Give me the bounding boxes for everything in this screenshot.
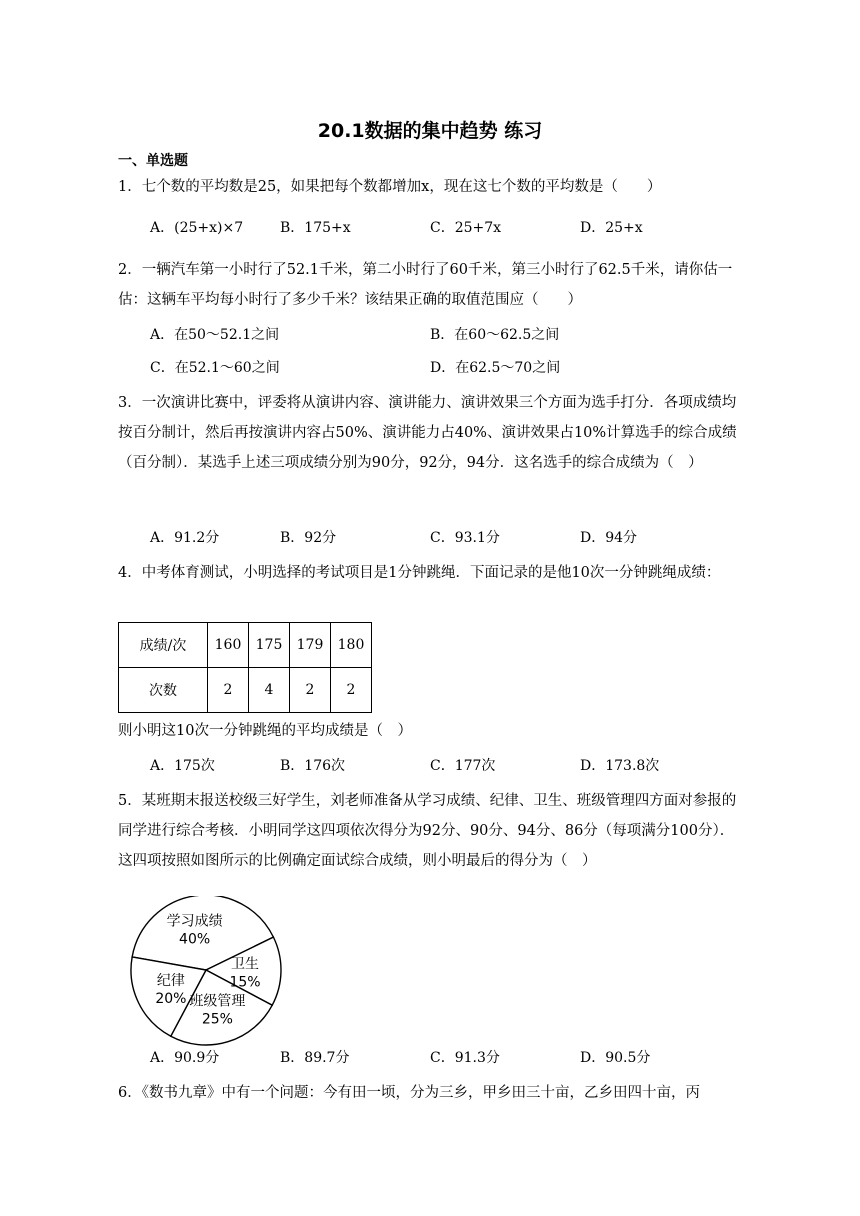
question-1-options bbox=[150, 213, 750, 243]
pie-slice-percent: 20% bbox=[155, 991, 187, 1008]
q3-option-c: C．93.1分 bbox=[430, 530, 500, 546]
question-4-followup: 则小明这10次一分钟跳绳的平均成绩是（ ） bbox=[118, 723, 412, 739]
table-cell: 4 bbox=[249, 668, 290, 713]
q4-option-c: C．177次 bbox=[430, 758, 496, 774]
pie-slice-label: 班级管理 bbox=[189, 993, 246, 1010]
table-cell: 2 bbox=[331, 668, 372, 713]
q1-option-b: B．175+x bbox=[280, 220, 351, 236]
pie-slice-label: 卫生 bbox=[231, 956, 259, 973]
question-3-stem: 3．一次演讲比赛中，评委将从演讲内容、演讲能力、演讲效果三个方面为选手打分．各项成绩均按百分制计，然后再按演讲内容占50%、演讲能力占40%、演讲效果占10%计算选手的综合成绩（百分制）．某选手上述三项成绩分别为90分，92分，94分．这名选手的综合成绩为（ ） bbox=[118, 395, 737, 471]
table-cell: 160 bbox=[208, 623, 249, 668]
table-row bbox=[119, 623, 372, 668]
table-cell: 180 bbox=[331, 623, 372, 668]
question-2-stem: 2．一辆汽车第一小时行了52.1千米，第二小时行了60千米，第三小时行了62.5千米，请你估一估：这辆车平均每小时行了多少千米？该结果正确的取值范围应（ ） bbox=[118, 262, 733, 308]
question-6-stem: 6．《数书九章》中有一个问题：今有田一顷，分为三乡，甲乡田三十亩，乙乡田四十亩，丙 bbox=[118, 1085, 700, 1101]
question-4-options bbox=[150, 751, 750, 781]
page-title: 20.1数据的集中趋势 练习 bbox=[317, 120, 543, 142]
q5-option-d: D．90.5分 bbox=[580, 1050, 651, 1066]
q3-option-d: D．94分 bbox=[580, 530, 638, 546]
q1-option-c: C．25+7x bbox=[430, 220, 502, 236]
question-2-options-row1 bbox=[150, 320, 750, 350]
table-cell: 179 bbox=[290, 623, 331, 668]
q3-option-b: B．92分 bbox=[280, 530, 337, 546]
pie-slice-percent: 15% bbox=[229, 974, 261, 991]
q4-option-d: D．173.8次 bbox=[580, 758, 660, 774]
table-cell: 175 bbox=[249, 623, 290, 668]
pie-slice-label: 学习成绩 bbox=[166, 913, 223, 930]
question-5-stem: 5．某班期末报送校级三好学生，刘老师准备从学习成绩、纪律、卫生、班级管理四方面对参报的同学进行综合考核．小明同学这四项依次得分为92分、90分、94分、86分（每项满分100分）．这四项按照如图所示的比例确定面试综合成绩，则小明最后的得分为（ ） bbox=[118, 793, 737, 869]
pie-slice-label: 纪律 bbox=[156, 973, 185, 990]
table-row bbox=[119, 668, 372, 713]
q4-option-b: B．176次 bbox=[280, 758, 346, 774]
pie-chart-svg bbox=[128, 896, 288, 1046]
q2-option-b: B．在60～62.5之间 bbox=[430, 327, 560, 343]
table-cell: 2 bbox=[208, 668, 249, 713]
pie-chart bbox=[128, 896, 288, 1050]
q5-option-b: B．89.7分 bbox=[280, 1050, 350, 1066]
q3-option-a: A．91.2分 bbox=[150, 530, 220, 546]
table-cell: 次数 bbox=[119, 668, 208, 713]
question-1-stem: 1．七个数的平均数是25，如果把每个数都增加x，现在这七个数的平均数是（ ） bbox=[118, 179, 662, 195]
q4-option-a: A．175次 bbox=[150, 758, 215, 774]
q2-option-a: A．在50～52.1之间 bbox=[150, 327, 280, 343]
q5-option-c: C．91.3分 bbox=[430, 1050, 500, 1066]
jump-rope-table bbox=[118, 622, 372, 713]
section-heading: 一、单选题 bbox=[118, 153, 188, 169]
question-4-stem: 4．中考体育测试，小明选择的考试项目是1分钟跳绳．下面记录的是他10次一分钟跳绳成绩： bbox=[118, 565, 721, 581]
table-cell: 成绩/次 bbox=[119, 623, 208, 668]
q2-option-d: D．在62.5～70之间 bbox=[430, 360, 561, 376]
question-2-options-row2 bbox=[150, 353, 750, 383]
table-cell: 2 bbox=[290, 668, 331, 713]
q2-option-c: C．在52.1～60之间 bbox=[150, 360, 280, 376]
q1-option-a: A．(25+x)×7 bbox=[150, 220, 244, 236]
question-3-options bbox=[150, 523, 750, 553]
q5-option-a: A．90.9分 bbox=[150, 1050, 220, 1066]
question-5-options bbox=[150, 1043, 750, 1073]
pie-slice-percent: 25% bbox=[201, 1011, 233, 1028]
pie-slice-percent: 40% bbox=[179, 931, 211, 948]
q1-option-d: D．25+x bbox=[580, 220, 643, 236]
